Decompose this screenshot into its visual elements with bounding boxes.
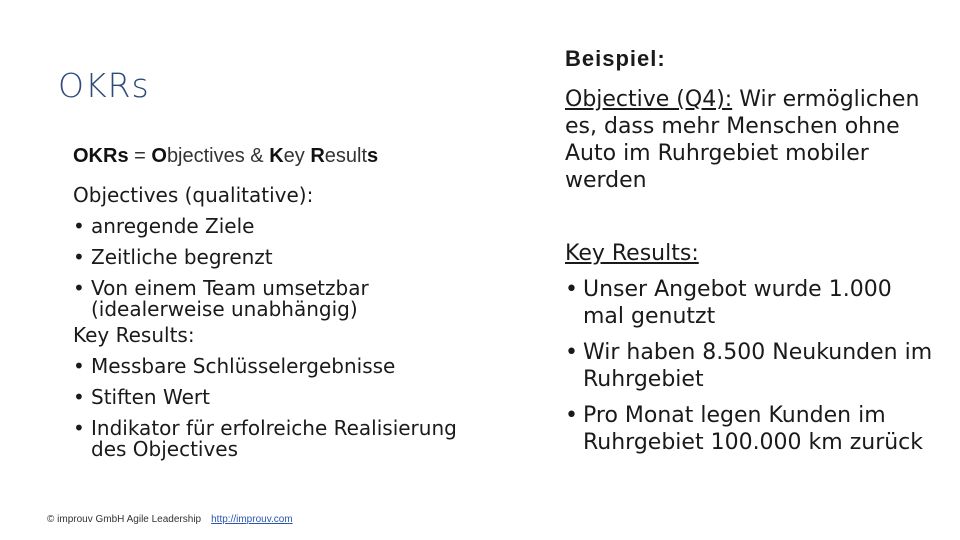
example-kr-item: • Wir haben 8.500 Neukunden im Ruhrgebiet [565, 339, 935, 393]
example-kr-item: • Pro Monat legen Kunden im Ruhrgebiet 100.000 km zurück [565, 402, 935, 456]
objectives-item: • Von einem Team umsetzbar (idealerweise unabhängig) [73, 273, 493, 320]
website-link[interactable]: http://improuv.com [211, 514, 293, 525]
okr-definition [73, 145, 378, 168]
key-word: ey [283, 145, 311, 167]
example-kr-item: • Unser Angebot wurde 1.000 mal genutzt [565, 276, 935, 330]
letter-s: s [367, 145, 379, 167]
objectives-heading: Objectives (qualitative): [73, 183, 314, 207]
objectives-item: • anregende Ziele [73, 211, 493, 242]
footer [47, 514, 293, 525]
slide-title: OKRs [58, 66, 150, 105]
equals-sign: = [128, 145, 152, 167]
results-word: esult [324, 145, 368, 167]
objective-label: Objective (Q4): [565, 87, 733, 112]
objectives-item-continuation: (idealerweise unabhängig) [91, 297, 358, 321]
okr-description [73, 180, 493, 460]
objective-text: Wir ermöglichen es, dass mehr Menschen ohne Auto im Ruhrgebiet mobiler werden [565, 87, 920, 193]
letter-k: K [269, 145, 284, 167]
key-results-label: Key Results: [565, 241, 699, 266]
objectives-item: • Zeitliche begrenzt [73, 242, 493, 273]
example-key-results [565, 240, 935, 456]
copyright-text: © improuv GmbH Agile Leadership [47, 514, 202, 525]
letter-r: R [310, 145, 325, 167]
key-results-heading: Key Results: [73, 323, 195, 347]
key-results-item: • Messbare Schlüsselergebnisse [73, 351, 493, 382]
key-results-item: • Indikator für erfolreiche Realisierung des Objectives [73, 413, 493, 460]
key-results-item-continuation: des Objectives [91, 437, 239, 461]
objectives-word: bjectives & [166, 145, 270, 167]
okrs-term: OKRs [73, 145, 129, 167]
example-heading: Beispiel: [565, 46, 666, 71]
example-objective [565, 86, 935, 194]
letter-o: O [151, 145, 167, 167]
key-results-item: • Stiften Wert [73, 382, 493, 413]
